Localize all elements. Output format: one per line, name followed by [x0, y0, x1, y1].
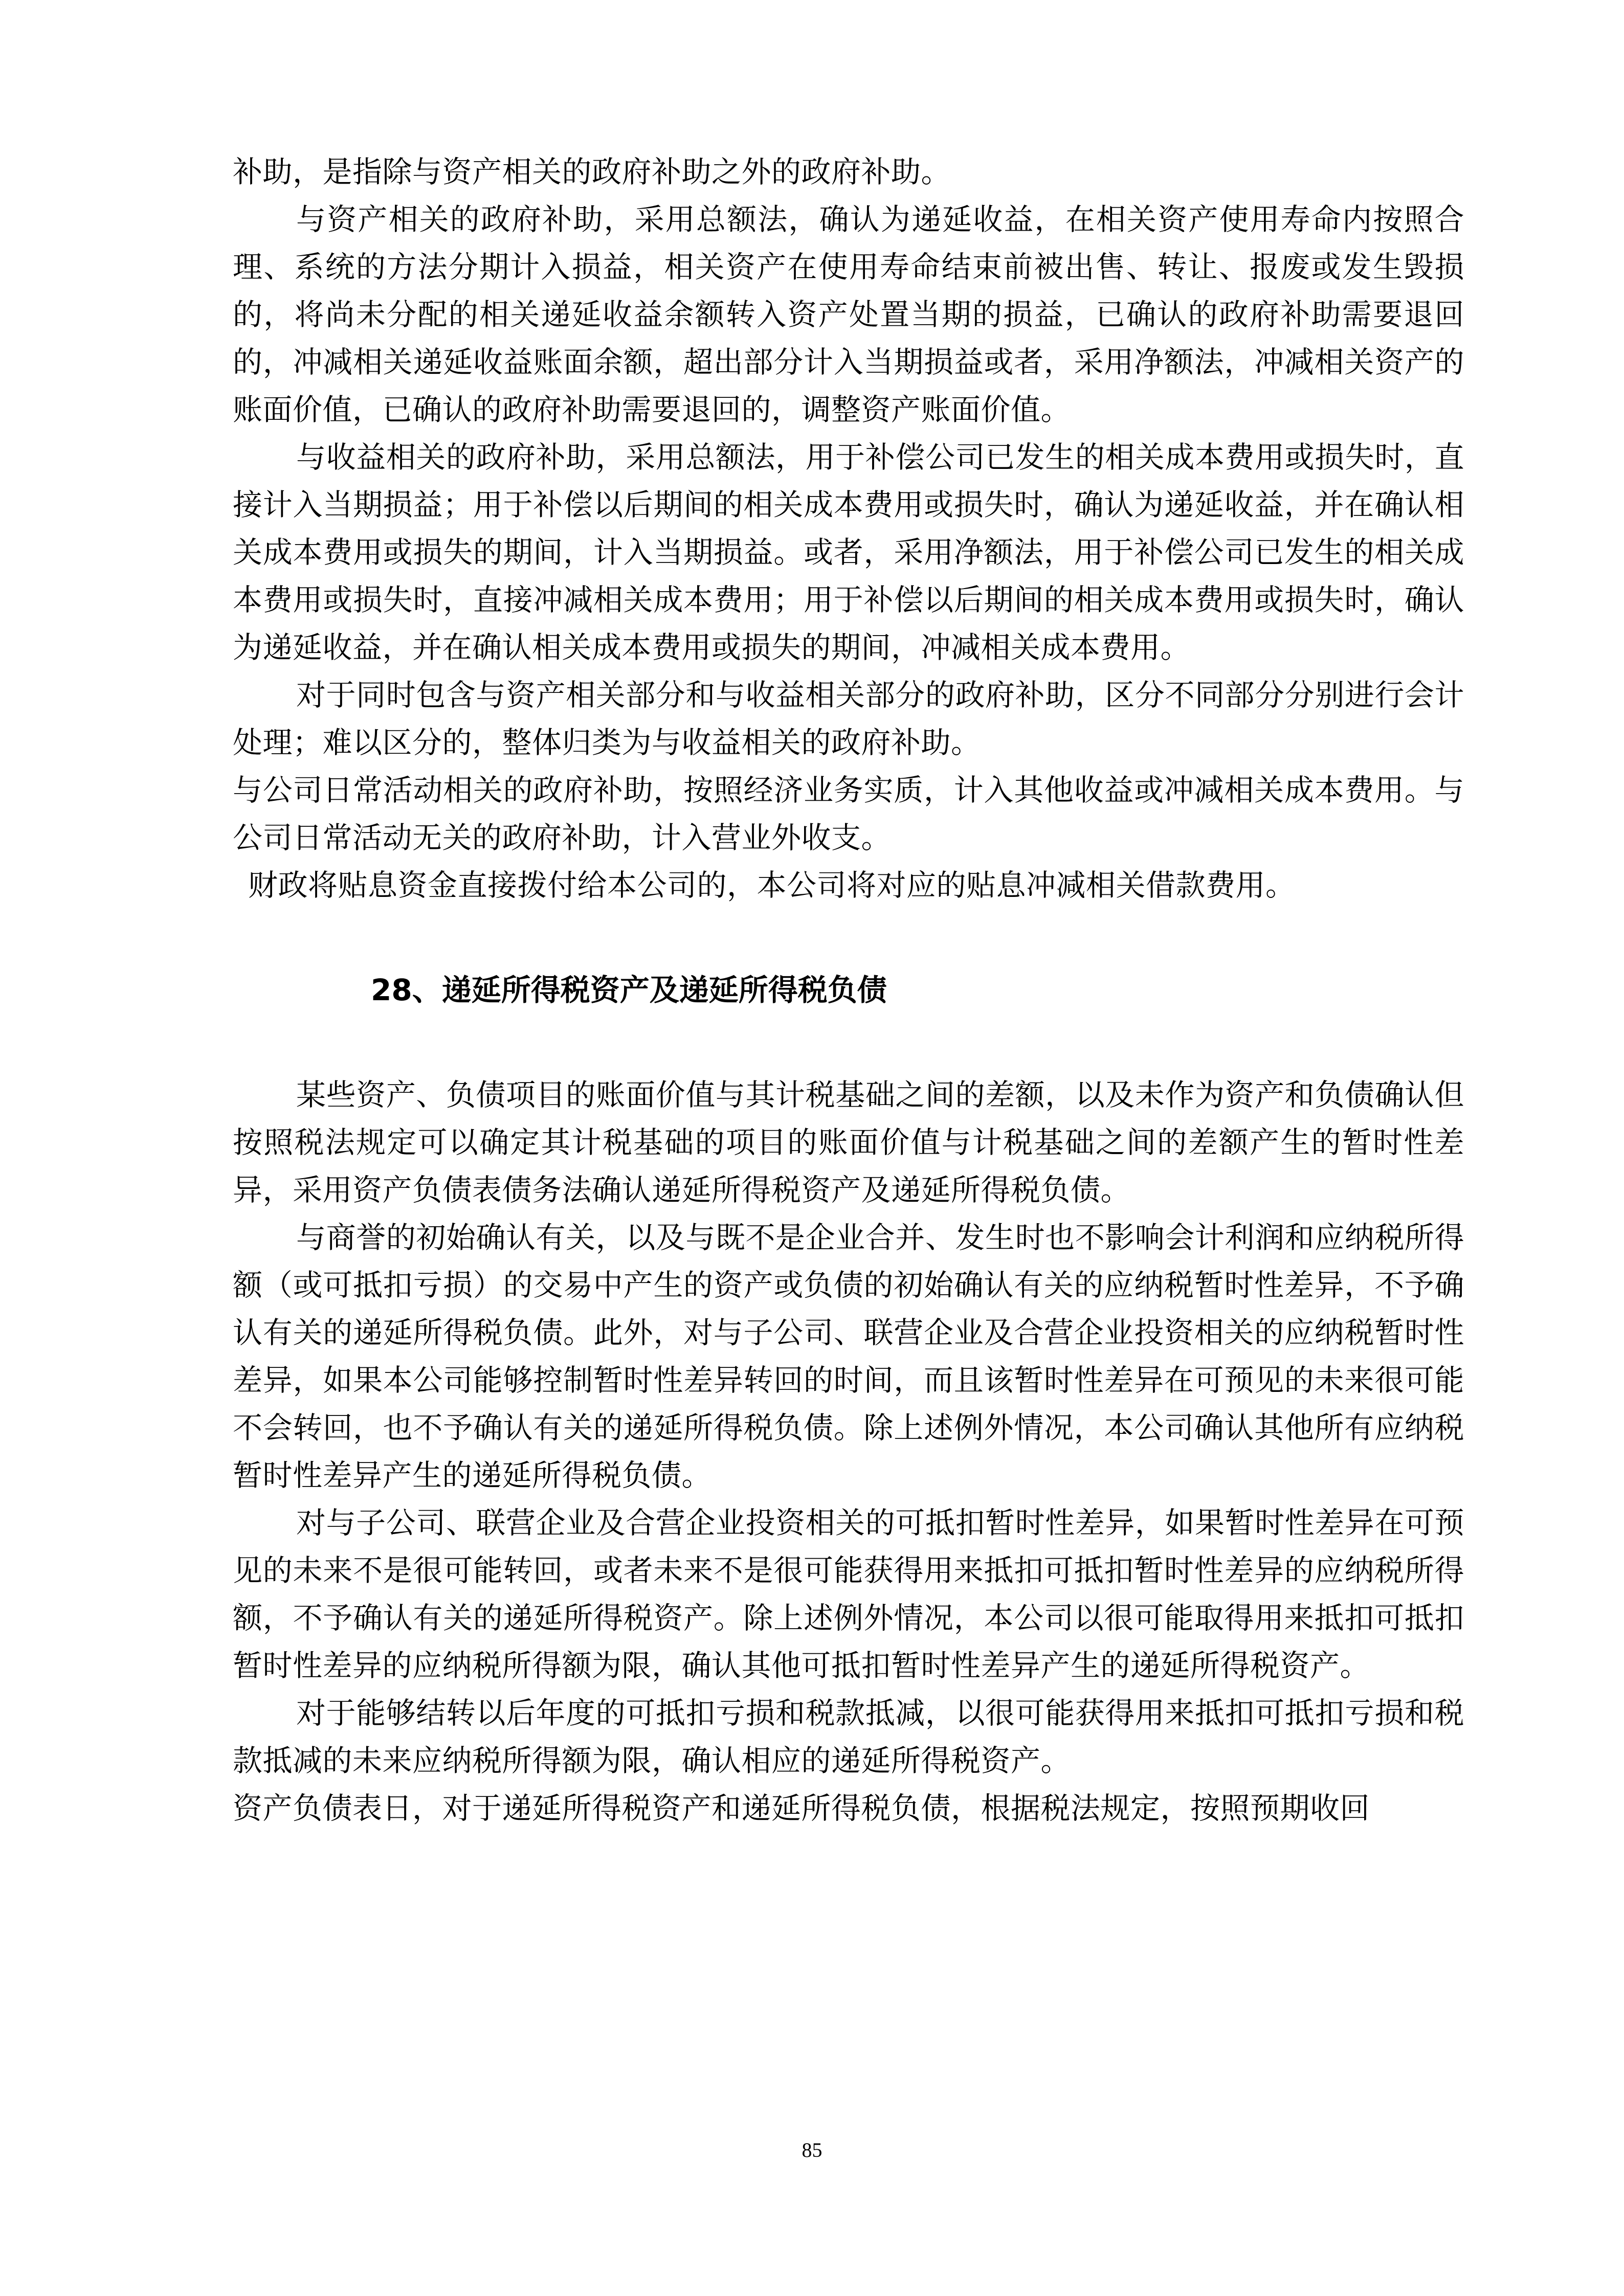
- body-paragraph: 对于同时包含与资产相关部分和与收益相关部分的政府补助，区分不同部分分别进行会计处理；难以区分的，整体归类为与收益相关的政府补助。: [233, 678, 1464, 760]
- section-heading: 28、递延所得税资产及递延所得税负债: [371, 973, 887, 1007]
- body-paragraph: 对于能够结转以后年度的可抵扣亏损和税款抵减，以很可能获得用来抵扣可抵扣亏损和税款抵减的未来应纳税所得额为限，确认相应的递延所得税资产。: [233, 1696, 1464, 1778]
- body-paragraph: 与资产相关的政府补助，采用总额法，确认为递延收益，在相关资产使用寿命内按照合理、系统的方法分期计入损益，相关资产在使用寿命结束前被出售、转让、报废或发生毁损的，将尚未分配的相关递延收益余额转入资产处置当期的损益，已确认的政府补助需要退回的，冲减相关递延收益账面余额，超出部分计入当期损益或者，采用净额法，冲减相关资产的账面价值，已确认的政府补助需要退回的，调整资产账面价值。: [233, 202, 1464, 427]
- page-number: 85: [802, 2139, 822, 2162]
- body-paragraph: 对与子公司、联营企业及合营企业投资相关的可抵扣暂时性差异，如果暂时性差异在可预见的未来不是很可能转回，或者未来不是很可能获得用来抵扣可抵扣暂时性差异的应纳税所得额，不予确认有关的递延所得税资产。除上述例外情况，本公司以很可能取得用来抵扣可抵扣暂时性差异的应纳税所得额为限，确认其他可抵扣暂时性差异产生的递延所得税资产。: [233, 1505, 1464, 1683]
- paragraph-group-deferred-tax: [233, 1071, 1464, 1832]
- body-paragraph: 与公司日常活动相关的政府补助，按照经济业务实质，计入其他收益或冲减相关成本费用。与公司日常活动无关的政府补助，计入营业外收支。: [233, 773, 1464, 855]
- page-body: [233, 148, 1464, 1832]
- body-paragraph: 某些资产、负债项目的账面价值与其计税基础之间的差额，以及未作为资产和负债确认但按照税法规定可以确定其计税基础的项目的账面价值与计税基础之间的差额产生的暂时性差异，采用资产负债表债务法确认递延所得税资产及递延所得税负债。: [233, 1077, 1464, 1207]
- body-paragraph: 与商誉的初始确认有关，以及与既不是企业合并、发生时也不影响会计利润和应纳税所得额（或可抵扣亏损）的交易中产生的资产或负债的初始确认有关的应纳税暂时性差异，不予确认有关的递延所得税负债。此外，对与子公司、联营企业及合营企业投资相关的应纳税暂时性差异，如果本公司能够控制暂时性差异转回的时间，而且该暂时性差异在可预见的未来很可能不会转回，也不予确认有关的递延所得税负债。除上述例外情况，本公司确认其他所有应纳税暂时性差异产生的递延所得税负债。: [233, 1220, 1464, 1493]
- body-paragraph: 财政将贴息资金直接拨付给本公司的，本公司将对应的贴息冲减相关借款费用。: [248, 868, 1296, 903]
- body-paragraph: 补助，是指除与资产相关的政府补助之外的政府补助。: [233, 154, 951, 189]
- paragraph-group-government-grants: [233, 148, 1464, 909]
- body-paragraph: 与收益相关的政府补助，采用总额法，用于补偿公司已发生的相关成本费用或损失时，直接计入当期损益；用于补偿以后期间的相关成本费用或损失时，确认为递延收益，并在确认相关成本费用或损失的期间，计入当期损益。或者，采用净额法，用于补偿公司已发生的相关成本费用或损失时，直接冲减相关成本费用；用于补偿以后期间的相关成本费用或损失时，确认为递延收益，并在确认相关成本费用或损失的期间，冲减相关成本费用。: [233, 440, 1464, 665]
- body-paragraph: 资产负债表日，对于递延所得税资产和递延所得税负债，根据税法规定，按照预期收回: [233, 1791, 1370, 1826]
